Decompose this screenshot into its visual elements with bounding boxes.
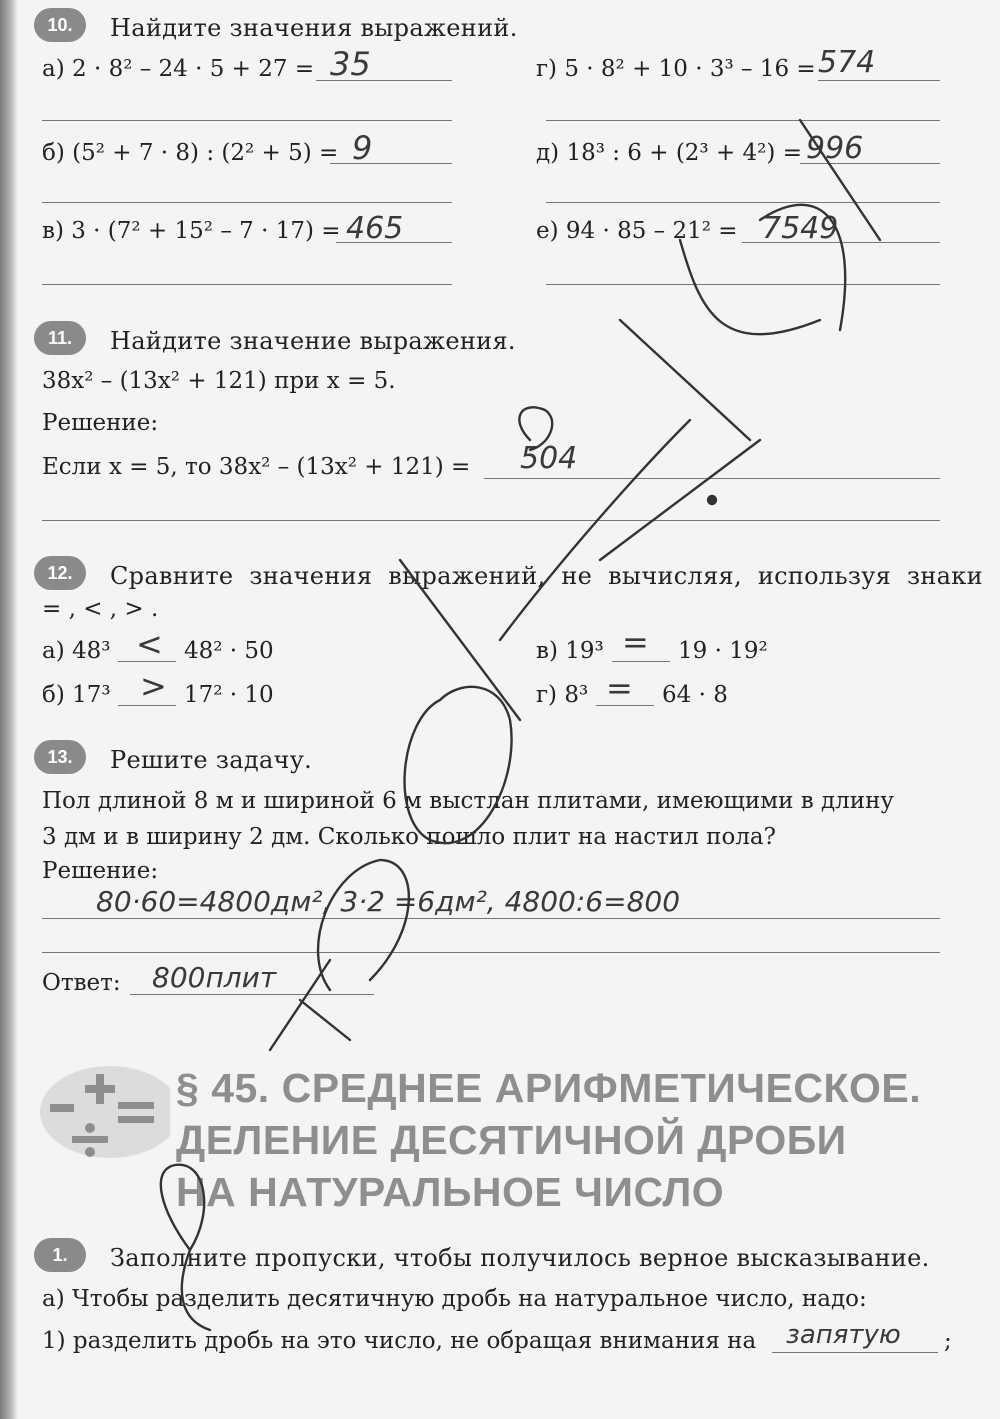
answer-line: [42, 202, 452, 203]
answer-line: [42, 952, 940, 953]
handwritten-sign-a: <: [136, 625, 163, 663]
task-13-text-line2: 3 дм и в ширину 2 дм. Сколько пошло плит на настил пола?: [42, 824, 776, 850]
task-13-text-line1: Пол длиной 8 м и шириной 6 м выстлан плитами, имеющими в длину: [42, 788, 894, 814]
task-11-heading: Найдите значение выражения.: [110, 327, 516, 355]
answer-line: [484, 478, 940, 479]
handwritten-answer-13: 800плит: [152, 961, 277, 994]
task-12-item-b-right: 17² · 10: [184, 682, 274, 708]
handwritten-answer-g: 574: [818, 45, 876, 80]
task-13-badge: 13.: [34, 740, 86, 774]
answer-line: [330, 163, 452, 164]
answer-line: [612, 661, 670, 662]
task-12-heading: Сравните значения выражений, не вычисляя, используя знаки: [110, 562, 983, 590]
section-title-line3: НА НАТУРАЛЬНОЕ ЧИСЛО: [176, 1169, 725, 1215]
task-12-item-a-right: 48² · 50: [184, 638, 274, 664]
handwritten-answer-v: 465: [346, 211, 404, 246]
answer-line: [42, 120, 452, 121]
task-1-badge: 1.: [34, 1238, 86, 1272]
task-12-signs: = , < , > .: [42, 596, 159, 622]
task-1-line-end: ;: [944, 1328, 952, 1354]
task-10-item-e: е) 94 · 85 – 21² =: [536, 218, 738, 244]
task-1-line-1: 1) разделить дробь на это число, не обращая внимания на: [42, 1328, 757, 1354]
task-1-heading: Заполните пропуски, чтобы получилось верное высказывание.: [110, 1244, 930, 1272]
task-11-badge: 11.: [34, 321, 86, 355]
answer-line: [118, 705, 176, 706]
answer-line: [42, 284, 452, 285]
task-12-item-v-right: 19 · 19²: [678, 638, 768, 664]
task-11-solution-label: Решение:: [42, 410, 159, 436]
answer-line: [546, 284, 940, 285]
handwritten-sign-v: =: [622, 623, 649, 661]
task-10-badge: 10.: [34, 8, 86, 42]
handwritten-answer-11: 504: [520, 441, 578, 476]
task-1-line-a: а) Чтобы разделить десятичную дробь на натуральное число, надо:: [42, 1286, 867, 1312]
answer-line: [818, 80, 940, 81]
handwritten-solution-13: 80·60=4800дм², 3·2 =6дм², 4800:6=800: [96, 885, 681, 918]
task-13-answer-label: Ответ:: [42, 970, 121, 996]
task-10-item-a: а) 2 · 8² – 24 · 5 + 27 =: [42, 56, 315, 82]
task-12-item-v-left: в) 19³: [536, 638, 604, 664]
handwritten-answer-e: 7549: [762, 211, 839, 246]
page-spine-shadow: [0, 0, 18, 1419]
answer-line: [42, 918, 940, 919]
task-12-item-g-left: г) 8³: [536, 682, 589, 708]
task-10-item-v: в) 3 · (7² + 15² – 7 · 17) =: [42, 218, 341, 244]
handwritten-answer-b: 9: [352, 129, 373, 167]
answer-line: [42, 520, 940, 521]
handwritten-answer-a: 35: [330, 45, 371, 83]
task-13-heading: Решите задачу.: [110, 746, 313, 774]
task-10-item-g: г) 5 · 8² + 10 · 3³ – 16 =: [536, 56, 816, 82]
answer-line: [546, 120, 940, 121]
task-10-item-d: д) 18³ : 6 + (2³ + 4²) =: [536, 140, 802, 166]
section-title-line1: § 45. СРЕДНЕЕ АРИФМЕТИЧЕСКОЕ.: [176, 1065, 922, 1111]
task-11-solution-line: Если x = 5, то 38x² – (13x² + 121) =: [42, 454, 471, 480]
task-12-item-b-left: б) 17³: [42, 682, 111, 708]
section-title-line2: ДЕЛЕНИЕ ДЕСЯТИЧНОЙ ДРОБИ: [176, 1117, 847, 1163]
handwritten-sign-g: =: [606, 669, 633, 707]
handwritten-sign-b: >: [140, 667, 167, 705]
answer-line: [772, 1352, 938, 1353]
task-12-badge: 12.: [34, 556, 86, 590]
handwritten-answer-1: запятую: [786, 1320, 901, 1350]
math-operations-logo: [30, 1060, 170, 1170]
answer-line: [130, 994, 374, 995]
answer-line: [546, 202, 940, 203]
task-10-item-b: б) (5² + 7 · 8) : (2² + 5) =: [42, 140, 339, 166]
task-10-heading: Найдите значения выражений.: [110, 14, 518, 42]
task-12-item-g-right: 64 · 8: [662, 682, 728, 708]
task-12-item-a-left: а) 48³: [42, 638, 111, 664]
handwritten-answer-d: 996: [806, 131, 864, 166]
task-13-solution-label: Решение:: [42, 858, 159, 884]
task-11-expression: 38x² – (13x² + 121) при x = 5.: [42, 368, 396, 394]
